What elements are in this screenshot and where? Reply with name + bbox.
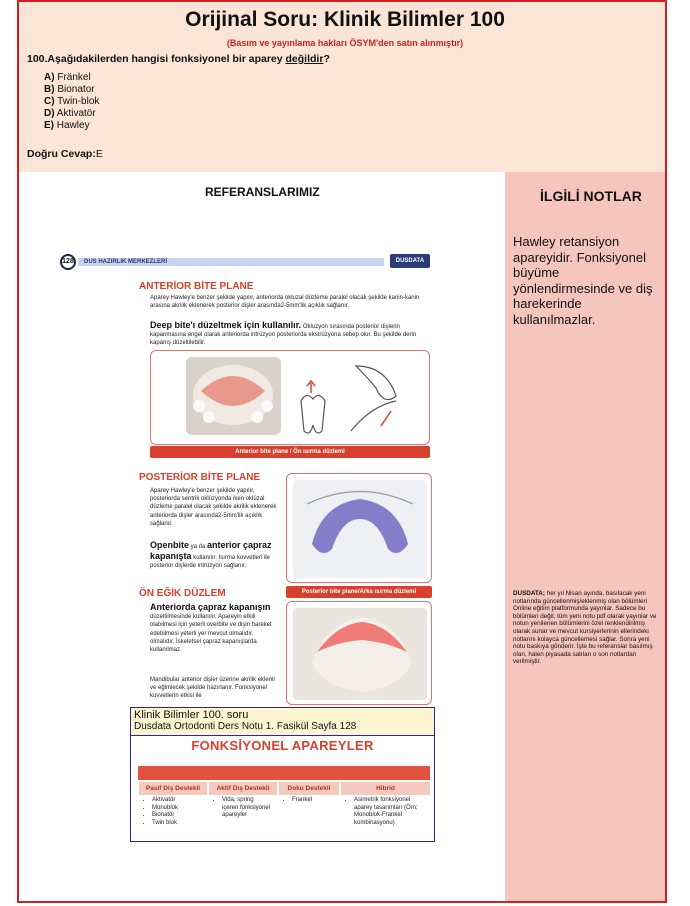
option-letter: C) [44, 96, 55, 107]
page-number: 128 [60, 254, 76, 270]
question-suffix: ? [323, 53, 330, 65]
list-item: • Vida, spring içeren fonksiyonel apareyler [222, 797, 271, 820]
list-item: • Asimetrik fonksiyonel aparey tasarımları (Örn; Monoblok-Frankel kombinasyonu) [354, 797, 427, 827]
answer-label: Doğru Cevap: [27, 148, 96, 160]
header-bar: DUS HAZIRLIK MERKEZLERİ [78, 258, 384, 266]
list-item: • Twin blok [152, 820, 207, 828]
option-e [44, 120, 99, 132]
section-ramp-title: ÖN EĞİK DÜZLEM [139, 588, 226, 599]
question-text [27, 53, 330, 65]
option-d [44, 108, 99, 120]
table-header: Hibrid [341, 782, 430, 795]
question-emphasis: değildir [285, 53, 324, 65]
list-item: • Frankel [292, 797, 339, 805]
table-header: Aktif Diş Destekli [209, 782, 277, 795]
option-text: Bionator [54, 84, 95, 95]
openbite-note: Openbite [150, 540, 190, 550]
table-cell [283, 797, 339, 805]
reference-source: Dusdata Ortodonti Ders Notu 1. Fasikül Sayfa 128 [134, 721, 357, 732]
option-text: Fränkel [54, 72, 91, 83]
page-title: Orijinal Soru: Klinik Bilimler 100 [185, 8, 505, 31]
anterior-bite-plane-figure [151, 351, 431, 446]
option-text: Hawley [54, 120, 90, 131]
table-header: Doku Destekli [279, 782, 339, 795]
dusdata-logo: DUSDATA [390, 254, 430, 268]
option-text: Twin-blok [54, 96, 100, 107]
list-item: • Bionatör [152, 812, 207, 820]
table-cell [213, 797, 271, 820]
incline-plane-figure [287, 602, 433, 706]
correct-answer [27, 148, 103, 160]
section-posterior-title: POSTERİOR BİTE PLANE [139, 472, 261, 483]
section-anterior-text: Aparey Hawley'e benzer şekilde yapılır, anteriorda okluzal düzleme paralel olacak şekilde kanin-kanin arasına akrilik eklenerek posterior dişler arasında2-5mm'lik açıklık sağlanır. [150, 295, 420, 310]
option-letter: D) [44, 108, 55, 119]
posterior-bite-plane-figure [287, 474, 433, 584]
figure-anterior-caption: Anterior bite plane / Ön ısırma düzlemi [150, 446, 430, 458]
dusdata-label: DUSDATA; [513, 590, 545, 597]
textbook-header [60, 254, 430, 270]
option-a [44, 72, 99, 84]
section-ramp-text [150, 602, 278, 654]
figure-ramp-box [286, 601, 432, 705]
dusdata-info [513, 590, 661, 666]
notes-title: İLGİLİ NOTLAR [540, 188, 642, 204]
section-posterior-text2 [150, 540, 278, 571]
option-letter: E) [44, 120, 54, 131]
figure-posterior-caption: Posterior bite plane/Arka ısırma düzlemi [286, 586, 432, 598]
option-b [44, 84, 99, 96]
anterior-crossbite-bold: Anteriorda çapraz kapanışın [150, 602, 271, 612]
figure-posterior-box [286, 473, 432, 583]
references-title: REFERANSLARIMIZ [205, 185, 320, 199]
option-c [44, 96, 99, 108]
reference-question: Klinik Bilimler 100. soru [134, 709, 249, 721]
dusdata-text: her yıl Nisan ayında, basılacak yeni notlarında güncellenmiş/eklenmiş olan bölümleri Online eğitim platformunda yayınlar. Sadece bu bölümleri değil, tüm yeni notu pdf olarak yayınlar ve notun yenilenen bölümlerini özel renklendirilmiş olarak sunar ve mevcut kursiyerlerinin ellerindeki notlarını kolayca güncellemesi sağlar. Sonra yeni notu baskıya gönderir. İşte bu referanslar basılmış olan, halen piyasada satılan o son notlardan verilmiştir. [513, 590, 657, 666]
section-anterior-text2 [150, 320, 432, 348]
copyright-note: (Basım ve yayınlama hakları ÖSYM'den satın alınmıştır) [226, 38, 464, 48]
table-band [138, 766, 430, 780]
section-ramp-desc: düzeltilmesinde kullanılır. Apareyin etkili olabilmesi için yeterli overbite ve dişin hareket edebilmesi yeterli yer mevcut olmalıdır. olmalıdır. İskeletsel çapraz kapanışlarda kullanılmaz. [150, 614, 272, 654]
figure-anterior-box [150, 350, 430, 445]
section-posterior-desc: kullanılır. Isırma kuvvetleri ile posterior dişlerde intrüzyon sağlanır. [150, 555, 270, 570]
option-letter: B) [44, 84, 55, 95]
answer-options [44, 72, 99, 132]
list-item: • Monoblok [152, 805, 207, 813]
section-posterior-mid: ya da [189, 544, 208, 550]
anterior-crossbite-note: anterior çapraz kapanışta [150, 540, 272, 562]
deep-bite-note: Deep bite'ı düzeltmek için kullanılır. [150, 320, 302, 330]
table-cell [345, 797, 427, 827]
option-text: Aktivatör [54, 108, 96, 119]
table-header: Pasif Diş Destekli [139, 782, 207, 795]
section-ramp-text2: Mandibular anterior dişler üzerine akrilik eklenir ve eğimlecek şekilde hazırlanır. Fonksiyonel kuvvetlerin etkisi ile [150, 677, 276, 700]
list-item: • Aktivatör [152, 797, 207, 805]
option-letter: A) [44, 72, 55, 83]
answer-value: E [95, 148, 103, 160]
functional-appliances-title: FONKSİYONEL APAREYLER [191, 738, 374, 753]
table-cell [143, 797, 207, 827]
section-anterior-desc: Okluzyon sırasında posterior dişlerin kapanmasına engel olarak anteriorda intrüzyon posteriorda ekstrüzyona sebep olur. Bu şekilde derin kapanış düzeltilebilir. [150, 324, 417, 347]
section-posterior-text: Aparey Hawley'e benzer şekilde yapılır, posteriorda sentrik oklüzyonda iken oklüzal düzleme paralel olacak şekilde akrilik eklenerek anteriorda dişler arasında2-5mm'lik açıklık sağlanır. [150, 488, 277, 527]
section-anterior-title: ANTERİOR BİTE PLANE [139, 281, 254, 292]
question-prefix: 100.Aşağıdakilerden hangisi fonksiyonel bir aparey [27, 53, 286, 65]
notes-text: Hawley retansiyon apareyidir. Fonksiyonel büyüme yönlendirmesinde ve diş harekerinde kullanılmazlar. [513, 234, 653, 327]
